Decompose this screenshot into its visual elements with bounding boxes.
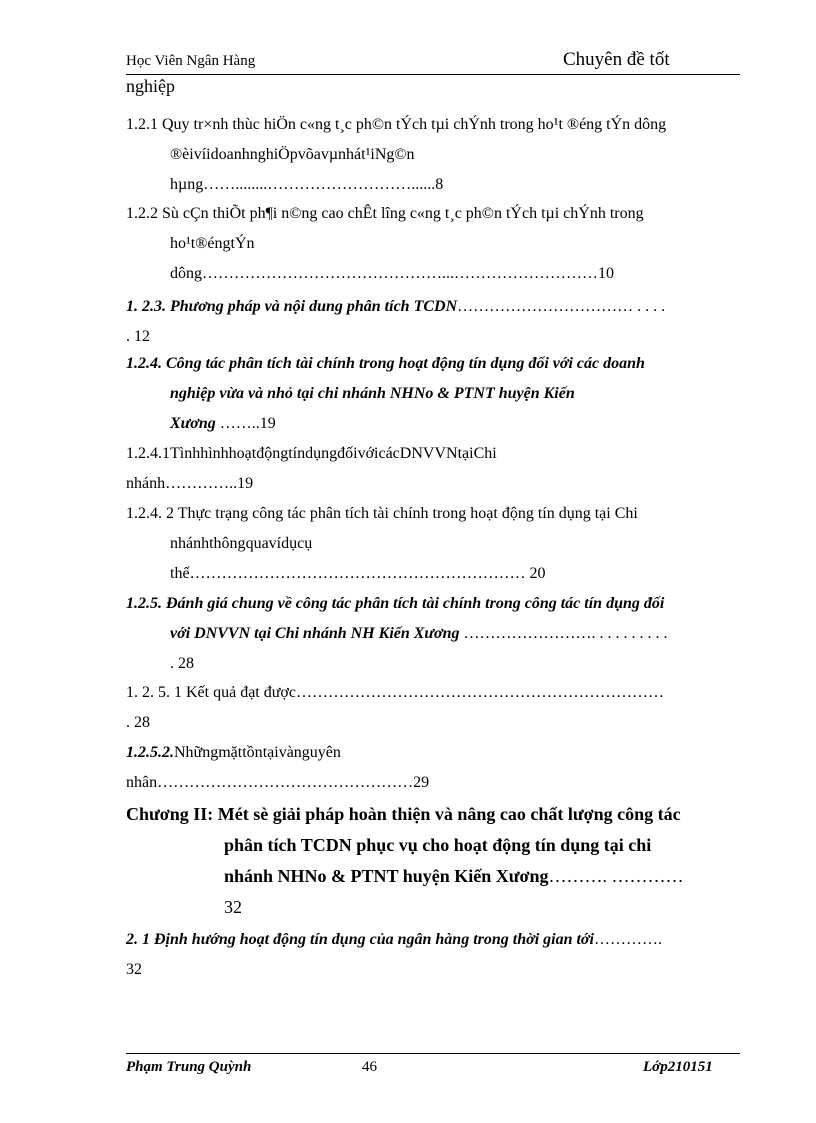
header-report-type: Chuyên đề tốt — [563, 49, 670, 70]
toc-word: tại — [457, 445, 474, 462]
toc-word: vµ — [320, 146, 339, 163]
toc-entry-1-2-4 — [126, 349, 738, 439]
toc-dots: ………. ………… — [548, 866, 684, 886]
toc-word: nhá — [338, 146, 362, 163]
toc-line: dông………………………………………...………………………10 — [170, 265, 614, 282]
toc-word: tồn — [242, 744, 263, 761]
chapter-label: Chương II: — [126, 804, 214, 824]
toc-title: Xương — [170, 415, 216, 432]
toc-title: nghiệp vừa và nhỏ tại chi nhánh NHNo & PTNT huyện Kiến — [170, 385, 575, 402]
toc-word: nguyên — [293, 744, 341, 761]
toc-page-number: . 28 — [170, 655, 194, 672]
footer-class-code: Lớp210151 — [643, 1059, 713, 1075]
chapter-title: nhánh NHNo & PTNT huyện Kiến Xương — [224, 866, 549, 886]
toc-entry-1-2-3 — [126, 292, 738, 352]
footer-author: Phạm Trung Quỳnh — [126, 1059, 252, 1075]
toc-word: t¹i — [361, 146, 375, 163]
toc-word: động — [256, 445, 289, 462]
toc-dots: ……………………. . . . . . . . . . — [459, 625, 668, 642]
toc-word: ho¹t — [170, 235, 196, 252]
toc-page-number: 32 — [224, 897, 242, 917]
chapter-title: Mét sè giải pháp hoàn thiện và nâng cao chất lượng công tác — [217, 804, 681, 824]
toc-word: võa — [297, 146, 321, 163]
toc-word: thông — [209, 535, 246, 552]
toc-word: 1.2.4. — [126, 445, 162, 462]
header-institution: Học Viên Ngân Hàng — [126, 53, 256, 69]
toc-word: tÝn — [230, 235, 255, 252]
toc-word: 5. — [150, 744, 162, 761]
toc-word: các — [378, 445, 400, 462]
toc-word: ®éng — [195, 235, 231, 252]
toc-line-justified — [126, 738, 738, 768]
toc-entry-1-2-4-2 — [126, 499, 738, 589]
toc-word: Những — [174, 744, 219, 761]
toc-line: thể……………………………………………………… 20 — [170, 565, 546, 582]
toc-word: tại — [262, 744, 279, 761]
toc-word: và — [278, 744, 294, 761]
toc-line: 1.2.2 Sù cÇn thiÕt ph¶i n©ng cao chÊt lîng c«ng t¸c ph©n tÝch tµi chÝnh trong — [126, 205, 644, 222]
toc-word: víi — [193, 146, 211, 163]
toc-word: đối — [337, 445, 358, 462]
toc-page-number: . 12 — [126, 328, 150, 345]
toc-word: 2. — [162, 744, 174, 761]
toc-word: Tình — [170, 445, 201, 462]
toc-title: 1.2.5. Đánh giá chung về công tác phân tích tài chính trong công tác tín dụng đối — [126, 595, 665, 612]
toc-word: tín — [288, 445, 306, 462]
toc-word: cụ — [297, 535, 313, 552]
toc-line-justified — [126, 229, 738, 259]
toc-entry-1-2-5-2 — [126, 738, 738, 798]
toc-page-number: . 28 — [126, 714, 150, 731]
chapter-title: phân tích TCDN phục vụ cho hoạt động tín dụng tại chi — [224, 835, 652, 855]
toc-word: dụng — [305, 445, 338, 462]
toc-word: nghiÖp — [249, 146, 298, 163]
toc-word: 1.2. — [126, 744, 150, 761]
toc-word: mặt — [218, 744, 243, 761]
toc-word: qua — [245, 535, 269, 552]
toc-word: ví — [268, 535, 282, 552]
header-rule — [126, 74, 740, 75]
toc-line-justified — [126, 439, 738, 469]
footer-rule — [126, 1053, 740, 1054]
toc-entry-2-1 — [126, 925, 738, 985]
toc-entry-1-2-4-1 — [126, 439, 738, 499]
toc-word: với — [357, 445, 379, 462]
toc-line: 1. 2. 5. 1 Kết quả đạt được…………………………………………………………… — [126, 684, 664, 701]
toc-line: hµng……........………………………......8 — [170, 176, 444, 193]
toc-word: hoạt — [228, 445, 257, 462]
toc-entry-1-2-2 — [126, 199, 738, 289]
toc-word: Ng©n — [374, 146, 415, 163]
toc-chapter-2 — [126, 799, 738, 923]
toc-dots: ……..19 — [215, 415, 276, 432]
toc-dots: …………………………… . . . . — [457, 298, 666, 315]
toc-page-number: 32 — [126, 961, 142, 978]
footer-page-number: 46 — [362, 1059, 377, 1075]
toc-title: 1.2.4. Công tác phân tích tài chính trong hoạt động tín dụng đối với các doanh — [126, 355, 645, 372]
toc-word: dụ — [281, 535, 298, 552]
toc-word: nhánh — [170, 535, 210, 552]
toc-line: 1.2.4. 2 Thực trạng công tác phân tích tài chính trong hoạt động tín dụng tại Chi — [126, 505, 638, 522]
toc-title: 2. 1 Định hướng hoạt động tín dụng của ngân hàng trong thời gian tới — [126, 931, 594, 948]
toc-line: nhánh…………..19 — [126, 475, 254, 492]
toc-word: doanh — [210, 146, 250, 163]
toc-entry-1-2-5 — [126, 589, 738, 679]
toc-word: DNVVN — [399, 445, 458, 462]
toc-dots: …………. — [593, 931, 662, 948]
toc-entry-1-2-1 — [126, 110, 738, 200]
toc-word: hình — [200, 445, 229, 462]
toc-line-justified — [126, 529, 738, 559]
toc-word: Chi — [473, 445, 497, 462]
toc-word: ®èi — [170, 146, 194, 163]
toc-title: 1. 2.3. Phương pháp và nội dung phân tích TCDN — [126, 298, 458, 315]
toc-title: với DNVVN tại Chi nhánh NH Kiến Xương — [170, 625, 460, 642]
header-report-type-continued: nghiệp — [126, 76, 175, 96]
toc-line-justified — [126, 140, 738, 170]
toc-line: nhân…………………………………………29 — [126, 774, 430, 791]
toc-word: 1 — [162, 445, 170, 462]
toc-entry-1-2-5-1 — [126, 678, 738, 738]
toc-line: 1.2.1 Quy tr×nh thùc hiÖn c«ng t¸c ph©n tÝch tµi chÝnh trong ho¹t ®éng tÝn dông — [126, 116, 667, 133]
